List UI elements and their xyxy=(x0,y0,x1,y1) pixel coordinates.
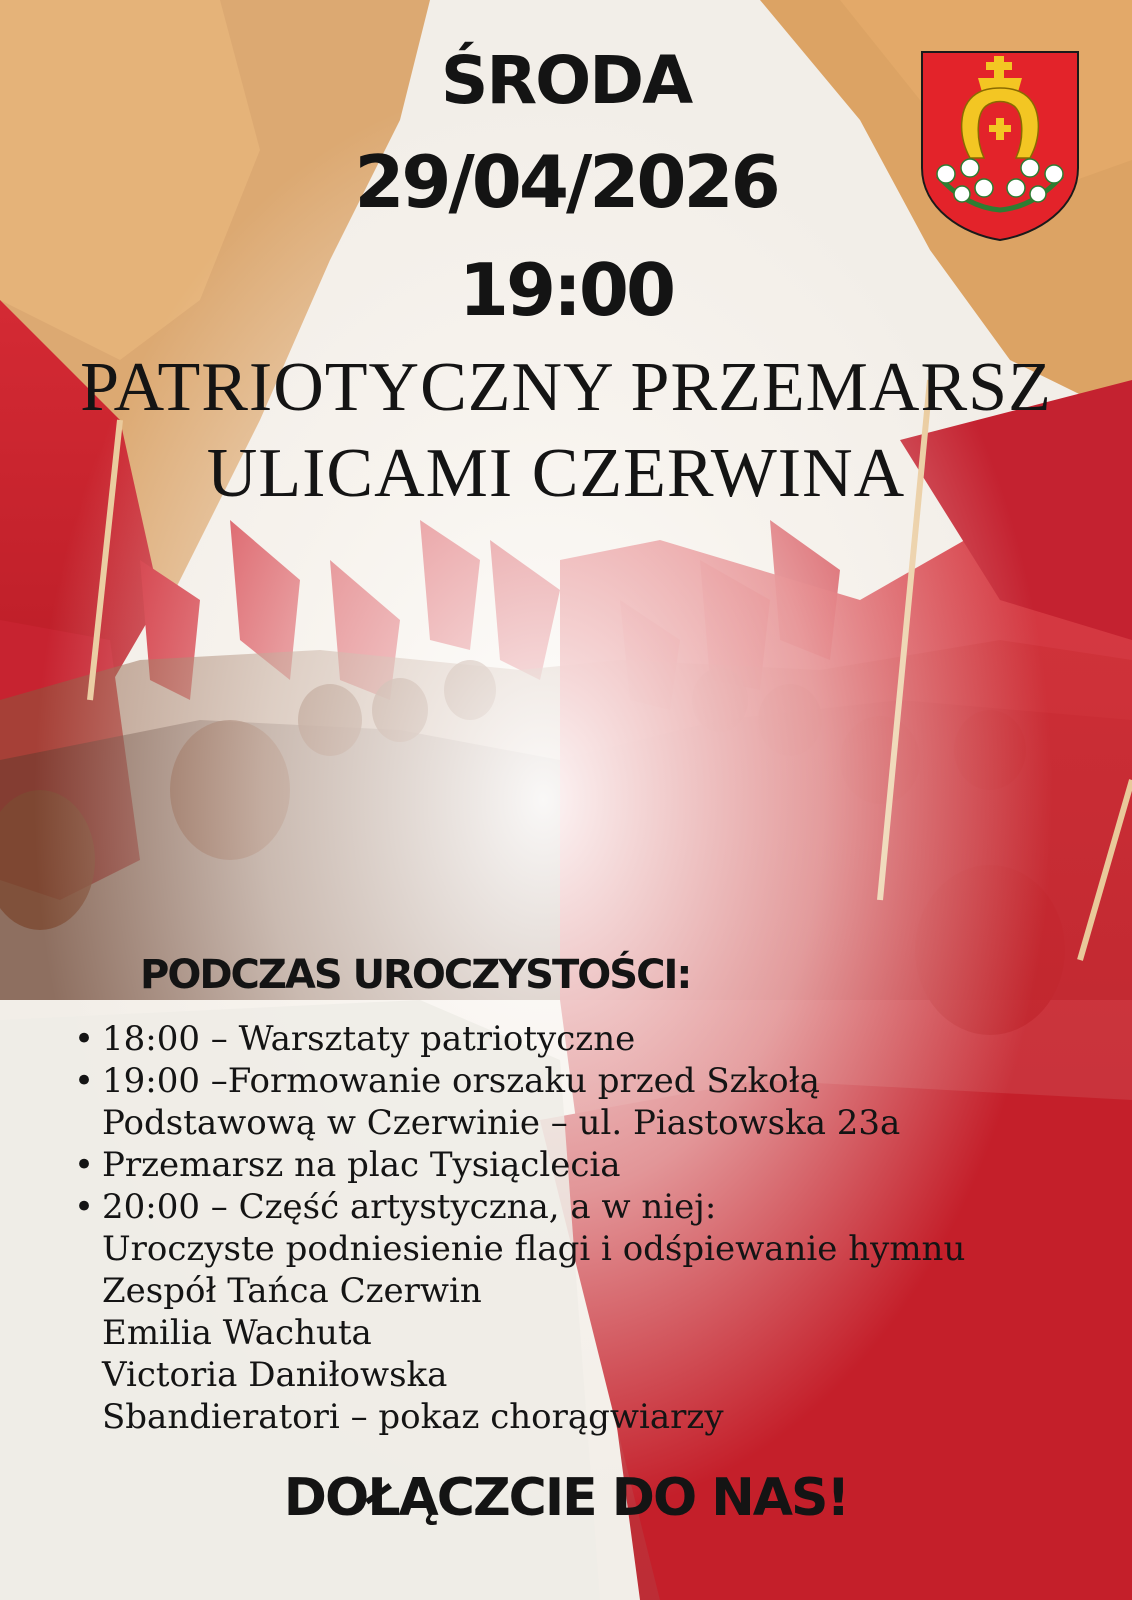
bullet-icon: • xyxy=(74,1145,95,1185)
program-item xyxy=(74,1186,1114,1438)
program-subitem: Uroczyste podniesienie flagi i odśpiewanie hymnu xyxy=(102,1229,966,1269)
program-list xyxy=(74,1018,1114,1438)
bullet-icon: • xyxy=(74,1019,95,1059)
event-title: PATRIOTYCZNY PRZEMARSZ xyxy=(80,349,1052,426)
coat-of-arms-icon xyxy=(918,48,1082,244)
bullet-icon: • xyxy=(74,1061,95,1101)
program-subitem: Emilia Wachuta xyxy=(102,1313,372,1353)
program-subitem: Zespół Tańca Czerwin xyxy=(102,1271,482,1311)
program-item-text: Podstawową w Czerwinie – ul. Piastowska 23a xyxy=(102,1103,901,1143)
call-to-action: DOŁĄCZCIE DO NAS! xyxy=(283,1468,849,1528)
program-item-text: 20:00 – Część artystyczna, a w niej: xyxy=(102,1187,717,1227)
program-item xyxy=(74,1144,1114,1186)
event-date: 29/04/2026 xyxy=(354,140,778,224)
program-item-text: 19:00 –Formowanie orszaku przed Szkołą xyxy=(102,1061,820,1101)
bullet-icon: • xyxy=(74,1187,95,1227)
program-heading: PODCZAS UROCZYSTOŚCI: xyxy=(140,952,691,998)
event-day: ŚRODA xyxy=(440,42,692,119)
program-item xyxy=(74,1060,1114,1144)
program-item-text: 18:00 – Warsztaty patriotyczne xyxy=(102,1019,636,1059)
program-subitem: Sbandieratori – pokaz chorągwiarzy xyxy=(102,1397,724,1437)
event-time: 19:00 xyxy=(458,248,674,332)
event-subtitle: ULICAMI CZERWINA xyxy=(206,435,906,512)
program-subitem: Victoria Daniłowska xyxy=(102,1355,448,1395)
program-item-text: Przemarsz na plac Tysiąclecia xyxy=(102,1145,621,1185)
program-item xyxy=(74,1018,1114,1060)
